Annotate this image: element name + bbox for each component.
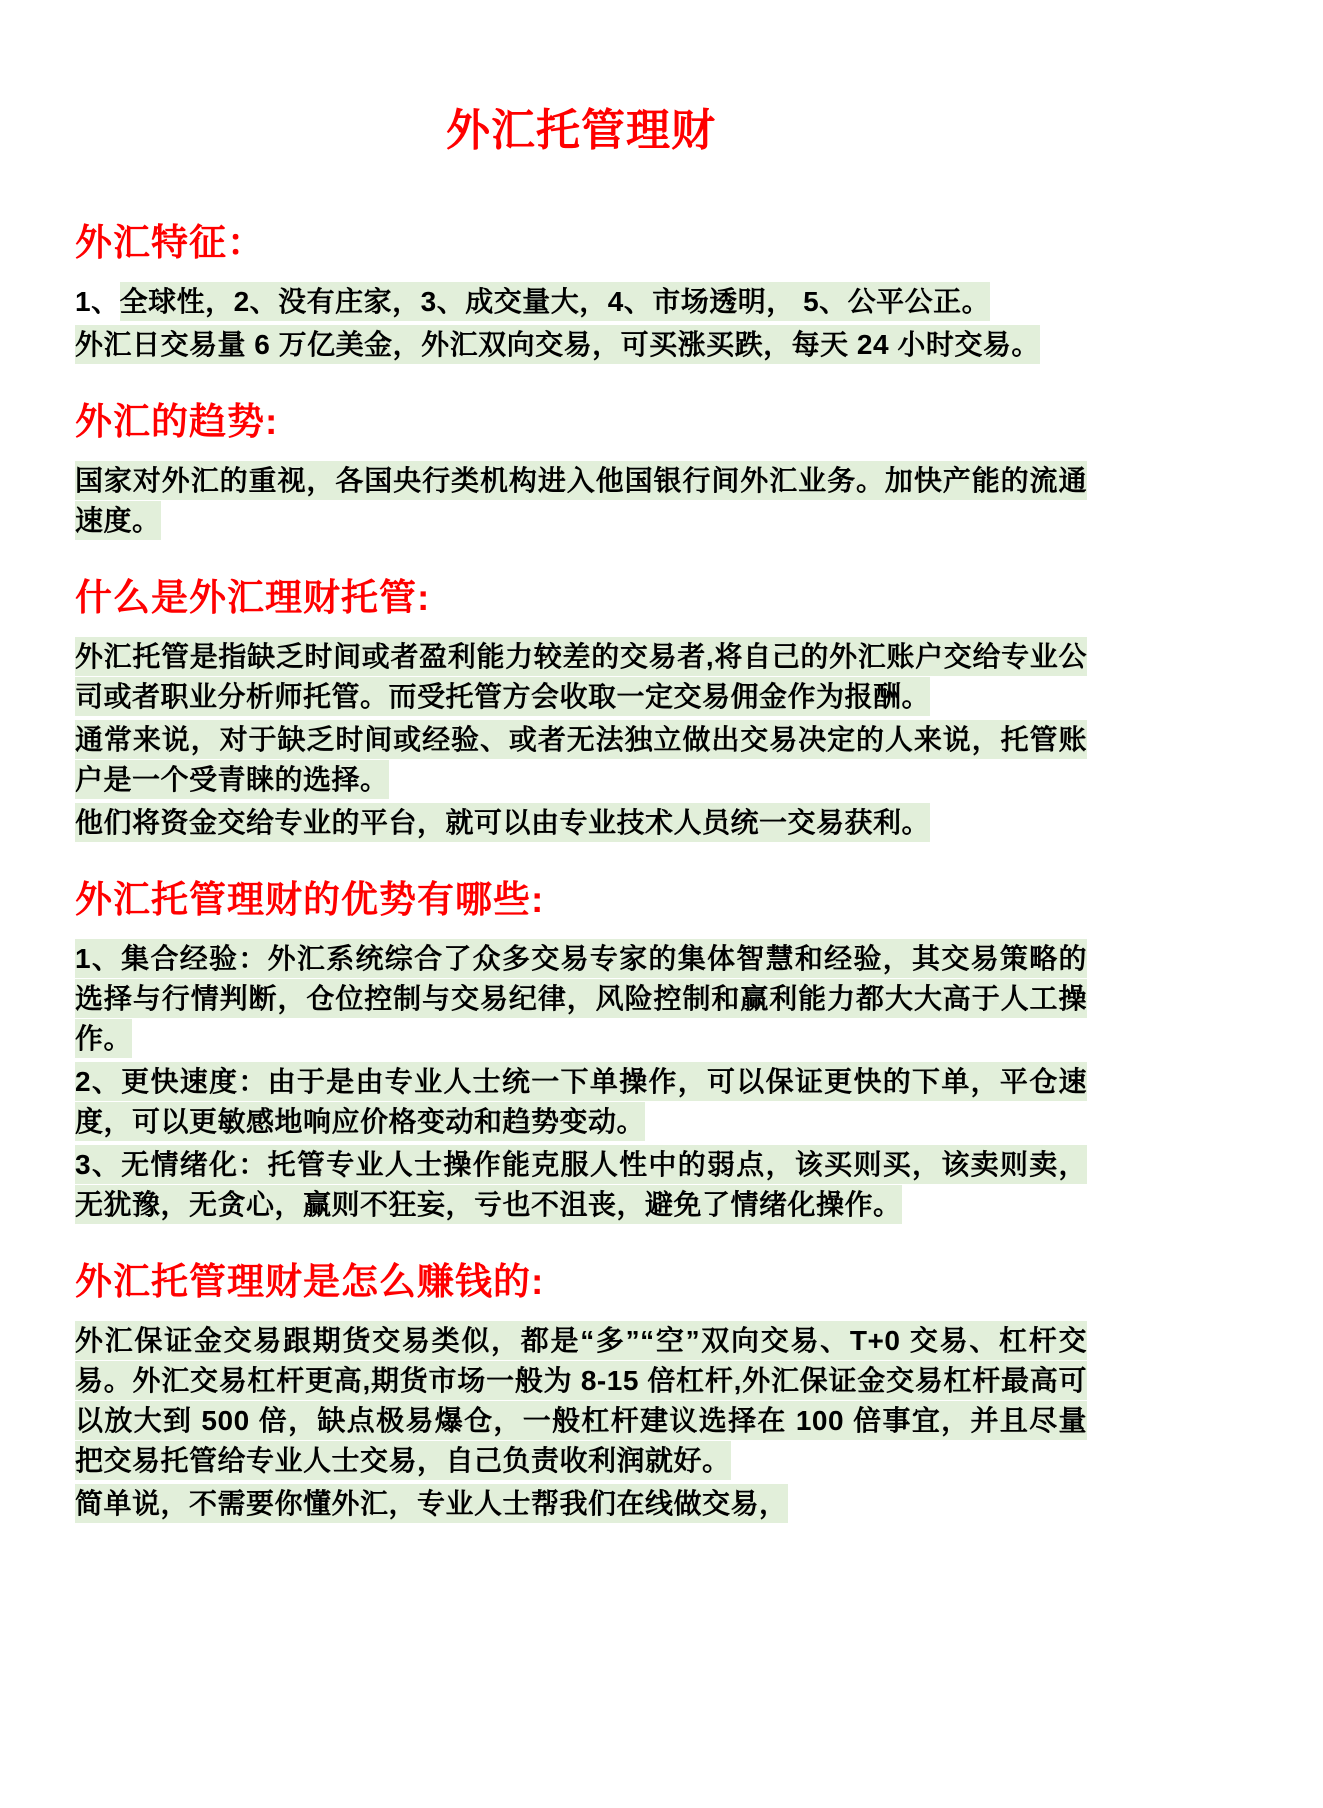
highlighted-text: 外汇托管是指缺乏时间或者盈利能力较差的交易者,将自己的外汇账户交给专业公司或者职业分析师托管。而受托管方会收取一定交易佣金作为报酬。 <box>75 637 1087 716</box>
paragraph <box>75 1062 1087 1142</box>
highlighted-text: 3、无情绪化：托管专业人士操作能克服人性中的弱点，该买则买，该卖则卖，无犹豫，无贪心，赢则不狂妄，亏也不沮丧，避免了情绪化操作。 <box>75 1145 1087 1224</box>
section-heading: 外汇托管理财是怎么赚钱的: <box>75 1260 545 1302</box>
document-section <box>75 398 1087 541</box>
document-section <box>75 219 1087 365</box>
section-heading: 外汇特征： <box>75 221 265 263</box>
document-section <box>75 876 1087 1225</box>
highlighted-text: 外汇日交易量 6 万亿美金，外汇双向交易，可买涨买跌，每天 24 小时交易。 <box>75 325 1040 364</box>
paragraph <box>75 1145 1087 1225</box>
paragraph <box>75 803 1087 843</box>
paragraph <box>75 325 1087 365</box>
document-section <box>75 574 1087 843</box>
highlighted-text: 1、集合经验：外汇系统综合了众多交易专家的集体智慧和经验，其交易策略的选择与行情判断，仓位控制与交易纪律，风险控制和赢利能力都大大高于人工操作。 <box>75 939 1087 1058</box>
paragraph <box>75 461 1087 541</box>
highlighted-text: 2、更快速度：由于是由专业人士统一下单操作，可以保证更快的下单，平仓速度，可以更敏感地响应价格变动和趋势变动。 <box>75 1062 1087 1141</box>
paragraph <box>75 720 1087 800</box>
highlighted-text: 国家对外汇的重视，各国央行类机构进入他国银行间外汇业务。加快产能的流通速度。 <box>75 461 1087 540</box>
paragraph <box>75 637 1087 717</box>
plain-text: 1、 <box>75 285 120 317</box>
document-section <box>75 1258 1087 1524</box>
document-title: 外汇托管理财 <box>446 106 716 155</box>
paragraph <box>75 1321 1087 1481</box>
highlighted-text: 他们将资金交给专业的平台，就可以由专业技术人员统一交易获利。 <box>75 803 930 842</box>
section-heading: 外汇托管理财的优势有哪些: <box>75 878 545 920</box>
section-heading: 外汇的趋势: <box>75 400 279 442</box>
highlighted-text: 全球性，2、没有庄家，3、成交量大，4、市场透明， 5、公平公正。 <box>120 282 991 321</box>
paragraph <box>75 1484 1087 1524</box>
highlighted-text: 简单说，不需要你懂外汇，专业人士帮我们在线做交易， <box>75 1484 788 1523</box>
section-heading: 什么是外汇理财托管: <box>75 576 431 618</box>
paragraph <box>75 282 1087 322</box>
document-sections <box>75 219 1087 1524</box>
highlighted-text: 外汇保证金交易跟期货交易类似，都是“多”“空”双向交易、T+0 交易、杠杆交易。外汇交易杠杆更高,期货市场一般为 8-15 倍杠杆,外汇保证金交易杠杆最高可以放大到 500 倍，缺点极易爆仓，一般杠杆建议选择在 100 倍事宜，并且尽量把交易托管给专业人士交易，自己负责收利润就好。 <box>75 1321 1087 1480</box>
highlighted-text: 通常来说，对于缺乏时间或经验、或者无法独立做出交易决定的人来说，托管账户是一个受青睐的选择。 <box>75 720 1087 799</box>
paragraph <box>75 939 1087 1059</box>
